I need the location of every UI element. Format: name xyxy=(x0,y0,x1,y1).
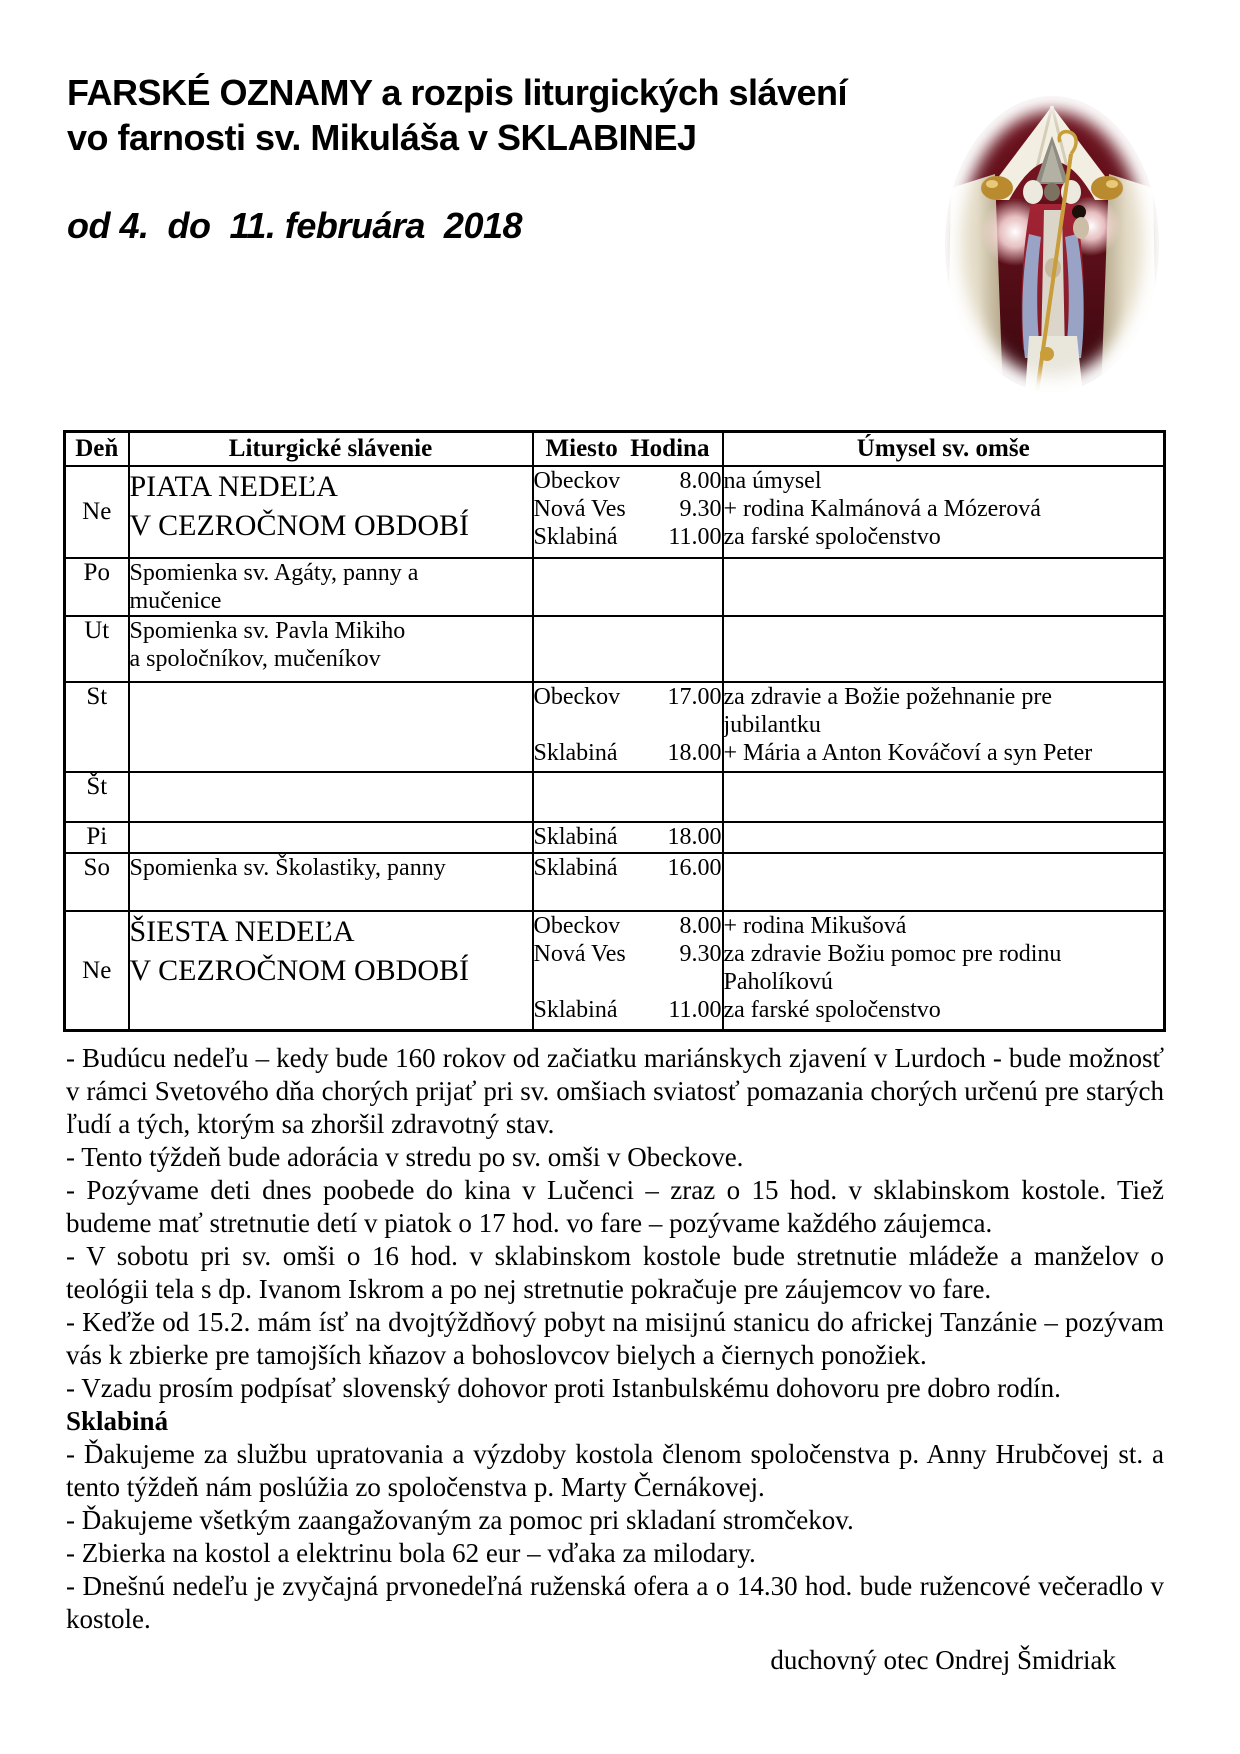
time-label: 18.00 xyxy=(667,740,722,766)
place-label: Sklabiná xyxy=(533,855,618,881)
day-cell: Ne xyxy=(65,911,129,1031)
celebration-line: Spomienka sv. Pavla Mikiho xyxy=(129,618,406,644)
intention-line: na úmysel xyxy=(723,468,822,494)
celebration-cell xyxy=(129,911,533,1031)
announcement-paragraph: - Ďakujeme všetkým zaangažovaným za pomoc pri skladaní stromčekov. xyxy=(66,1505,854,1535)
title-block xyxy=(67,70,847,160)
intention-line: Paholíkovú xyxy=(723,969,833,995)
intention-line: + rodina Mikušová xyxy=(723,913,907,939)
announcement-paragraph: - Vzadu prosím podpísať slovenský dohovor proti Istanbulskému dohovoru pre dobro rodín. xyxy=(66,1373,1061,1403)
celebration-cell xyxy=(129,853,533,911)
place-label: Nová Ves xyxy=(533,496,626,522)
celebration-cell xyxy=(129,822,533,853)
place-time-cell xyxy=(533,616,723,682)
liturgy-table-body xyxy=(65,466,1165,1031)
place-label: Sklabiná xyxy=(533,524,618,550)
signature: duchovný otec Ondrej Šmidriak xyxy=(770,1645,1116,1675)
announcement-paragraph: - Keďže od 15.2. mám ísť na dvojtýždňový pobyt na misijnú stanicu do africkej Tanzánie – pozývam vás k zbierke pre tamojších kňazov a bohoslovcov bielych a čiernych ponožiek. xyxy=(66,1307,1164,1370)
place-time-line xyxy=(534,711,722,739)
intention-line: za zdravie a Božie požehnanie pre xyxy=(723,684,1052,710)
time-label xyxy=(716,968,722,996)
intention-cell xyxy=(723,558,1165,616)
place-time-cell xyxy=(533,822,723,853)
celebration-line: V CEZROČNOM OBDOBÍ xyxy=(129,954,469,987)
place-time-line xyxy=(534,996,722,1024)
intention-cell xyxy=(723,466,1165,558)
place-time-line xyxy=(534,940,722,968)
place-label xyxy=(534,711,540,739)
announcement-paragraph: - V sobotu pri sv. omši o 16 hod. v sklabinskom kostole bude stretnutie mládeže a manželov o teológii tela s dp. Ivanom Iskrom a po nej stretnutie pokračuje pre záujemcov vo fare. xyxy=(66,1241,1164,1304)
table-row xyxy=(65,466,1165,558)
place-label: Sklabiná xyxy=(533,997,618,1023)
col-header-celebration: Liturgické slávenie xyxy=(129,432,533,467)
place-time-cell xyxy=(533,682,723,772)
page-title-line2: vo farnosti sv. Mikuláša v SKLABINEJ xyxy=(67,117,697,158)
celebration-line: a spoločníkov, mučeníkov xyxy=(129,646,381,672)
table-row xyxy=(65,822,1165,853)
liturgy-table-head xyxy=(65,432,1165,467)
time-label: 11.00 xyxy=(668,997,722,1023)
table-row xyxy=(65,772,1165,822)
celebration-line: PIATA NEDEĽA xyxy=(129,470,338,503)
announcement-paragraph: - Ďakujeme za službu upratovania a výzdoby kostola členom spoločenstva p. Anny Hrubčovej st. a tento týždeň nám poslúžia zo spoločenstva p. Marty Černákovej. xyxy=(66,1439,1164,1502)
time-label: 8.00 xyxy=(679,468,722,494)
announcement-paragraph: - Pozývame deti dnes poobede do kina v Lučenci – zraz o 15 hod. v sklabinskom kostole. Tiež budeme mať stretnutie detí v piatok o 17 hod. vo fare – pozývame každého záujemca. xyxy=(66,1175,1164,1238)
place-time-line xyxy=(534,823,722,851)
table-row xyxy=(65,558,1165,616)
place-time-line xyxy=(534,467,722,495)
place-time-line xyxy=(534,523,722,551)
celebration-cell xyxy=(129,466,533,558)
place-time-cell xyxy=(533,558,723,616)
place-label: Obeckov xyxy=(533,468,621,494)
time-label: 18.00 xyxy=(667,824,722,850)
time-label: 16.00 xyxy=(667,855,722,881)
table-row xyxy=(65,853,1165,911)
celebration-line: V CEZROČNOM OBDOBÍ xyxy=(129,509,469,542)
intention-cell xyxy=(723,682,1165,772)
place-time-cell xyxy=(533,772,723,822)
table-row xyxy=(65,616,1165,682)
announcement-paragraph: - Zbierka na kostol a elektrinu bola 62 eur – vďaka za milodary. xyxy=(66,1538,756,1568)
col-header-intention: Úmysel sv. omše xyxy=(723,432,1165,467)
place-time-line xyxy=(534,739,722,767)
place-label: Sklabiná xyxy=(533,740,618,766)
place-time-line xyxy=(534,495,722,523)
statue-oval-image xyxy=(941,92,1163,396)
intention-cell xyxy=(723,853,1165,911)
announcements-section xyxy=(66,1042,1164,1636)
place-label: Obeckov xyxy=(533,684,621,710)
announcement-paragraph: - Dnešnú nedeľu je zvyčajná prvonedeľná ruženská ofera a o 14.30 hod. bude ružencové večeradlo v kostole. xyxy=(66,1571,1164,1634)
announcement-paragraph: Sklabiná xyxy=(66,1406,169,1436)
day-cell: Ne xyxy=(65,466,129,558)
celebration-cell xyxy=(129,772,533,822)
day-cell: So xyxy=(65,853,129,911)
place-time-cell xyxy=(533,466,723,558)
time-label: 11.00 xyxy=(668,524,722,550)
date-range: od 4. do 11. februára 2018 xyxy=(67,205,523,246)
place-time-line xyxy=(534,912,722,940)
celebration-cell xyxy=(129,682,533,772)
intention-line: za zdravie Božiu pomoc pre rodinu xyxy=(723,941,1062,967)
intention-line: za farské spoločenstvo xyxy=(723,524,941,550)
header-row xyxy=(65,432,1165,467)
intention-line: jubilantku xyxy=(723,712,821,738)
liturgy-table-wrap xyxy=(63,430,1163,1032)
celebration-cell xyxy=(129,616,533,682)
celebration-line: mučenice xyxy=(129,588,222,614)
intention-line: za farské spoločenstvo xyxy=(723,997,941,1023)
day-cell: Št xyxy=(65,772,129,822)
intention-cell xyxy=(723,911,1165,1031)
intention-line: + Mária a Anton Kováčoví a syn Peter xyxy=(723,740,1093,766)
celebration-line: ŠIESTA NEDEĽA xyxy=(129,915,355,948)
intention-line: + rodina Kalmánová a Mózerová xyxy=(723,496,1041,522)
day-cell: Pi xyxy=(65,822,129,853)
time-label: 17.00 xyxy=(667,684,722,710)
place-time-line xyxy=(534,683,722,711)
place-label: Nová Ves xyxy=(533,941,626,967)
day-cell: Ut xyxy=(65,616,129,682)
announcement-paragraph: - Tento týždeň bude adorácia v stredu po sv. omši v Obeckove. xyxy=(66,1142,744,1172)
liturgy-table xyxy=(63,430,1166,1032)
time-label: 8.00 xyxy=(679,913,722,939)
celebration-line: Spomienka sv. Agáty, panny a xyxy=(129,560,419,586)
intention-cell xyxy=(723,616,1165,682)
celebration-line: Spomienka sv. Školastiky, panny xyxy=(129,855,446,881)
place-label: Sklabiná xyxy=(533,824,618,850)
announcement-paragraph: - Budúcu nedeľu – kedy bude 160 rokov od začiatku mariánskych zjavení v Lurdoch - bude možnosť v rámci Svetového dňa chorých prijať pri sv. omšiach sviatosť pomazania chorých určenú pre starých ľudí a tých, ktorým sa zhoršil zdravotný stav. xyxy=(66,1043,1164,1139)
col-header-place-time: Miesto Hodina xyxy=(533,432,723,467)
place-time-line xyxy=(534,968,722,996)
saint-statue-photo xyxy=(941,92,1163,396)
time-label xyxy=(716,711,722,739)
table-row xyxy=(65,911,1165,1031)
place-time-cell xyxy=(533,911,723,1031)
table-row xyxy=(65,682,1165,772)
place-time-line xyxy=(534,854,722,882)
time-label: 9.30 xyxy=(679,941,722,967)
celebration-cell xyxy=(129,558,533,616)
time-label: 9.30 xyxy=(679,496,722,522)
place-label: Obeckov xyxy=(533,913,621,939)
intention-cell xyxy=(723,822,1165,853)
col-header-day: Deň xyxy=(65,432,129,467)
intention-cell xyxy=(723,772,1165,822)
day-cell: Po xyxy=(65,558,129,616)
day-cell: St xyxy=(65,682,129,772)
place-label xyxy=(534,968,540,996)
place-time-cell xyxy=(533,853,723,911)
page-title-line1: FARSKÉ OZNAMY a rozpis liturgických slávení xyxy=(67,72,848,113)
